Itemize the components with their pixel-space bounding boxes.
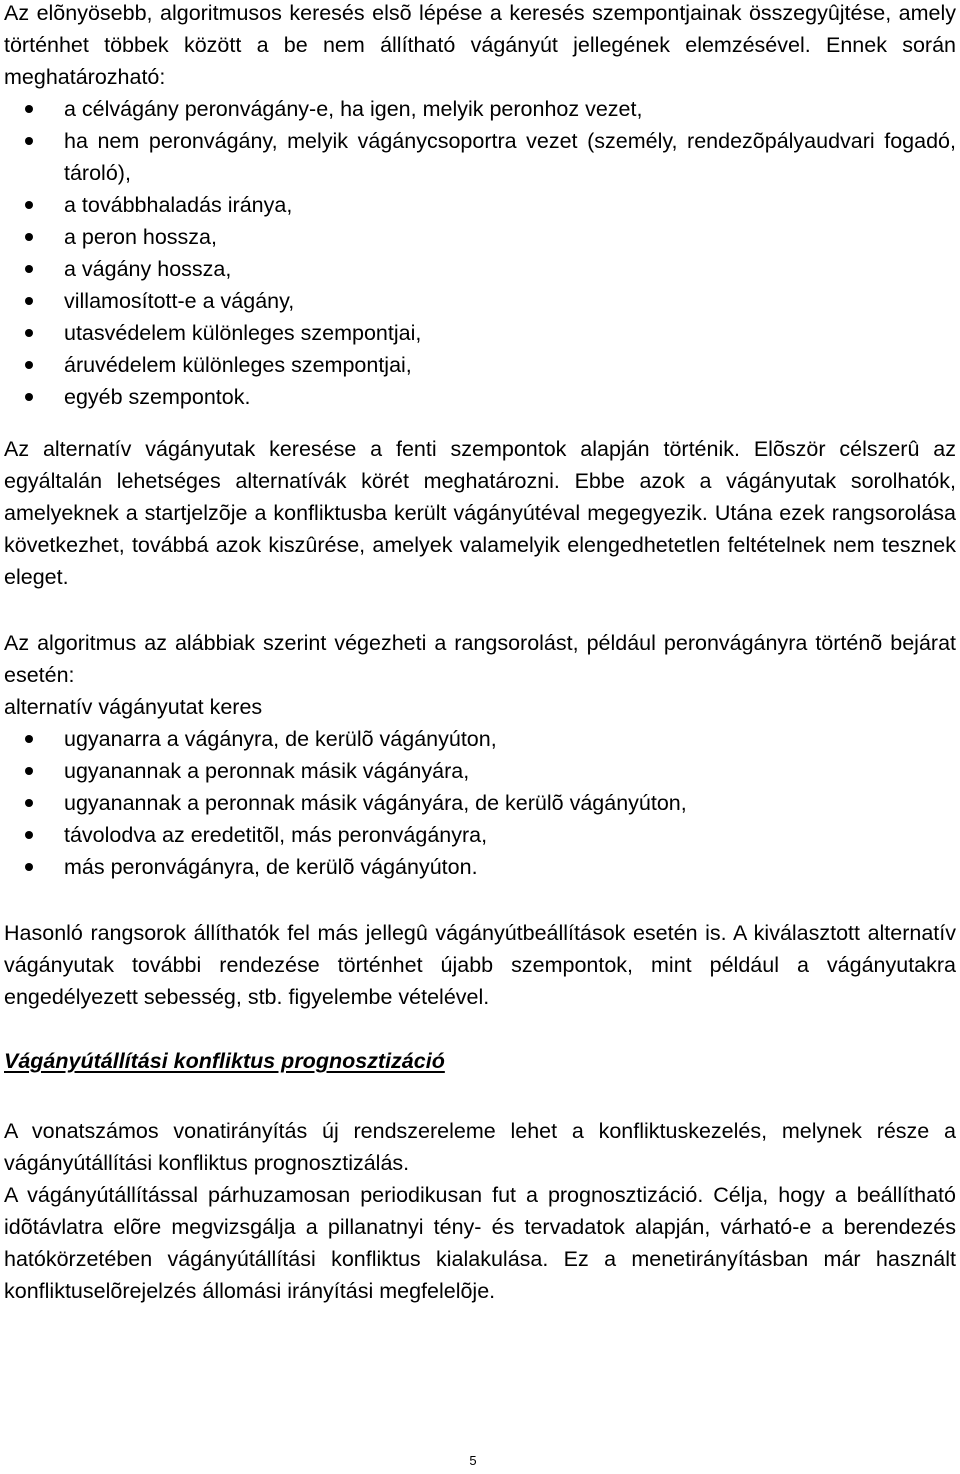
- ranking-list: [4, 723, 956, 883]
- list-item: [4, 755, 956, 787]
- section-paragraph-2: A vágányútállítással párhuzamosan periodikusan fut a prognosztizáció. Célja, hogy a beállítható idõtávlatra elõre megvizsgálja a pillanatnyi tény- és tervadatok alapján, várható-e a berendezés hatókörzetében vágányútállítási konfliktus kialakulása. Ez a menetirányításban már használt konfliktuselõrejelzés állomási irányítási megfelelõje.: [4, 1183, 956, 1303]
- list-item-text: távolodva az eredetitõl, más peronvágányra,: [64, 823, 488, 847]
- list-item: [4, 381, 956, 413]
- bullet-icon: [25, 735, 33, 743]
- bullet-icon: [25, 201, 33, 209]
- bullet-icon: [25, 297, 33, 305]
- list-item-text: ha nem peronvágány, melyik vágánycsoportra vezet (személy, rendezõpályaudvari fogadó, tároló),: [64, 129, 956, 185]
- bullet-icon: [25, 233, 33, 241]
- list-item: [4, 253, 956, 285]
- list-item-text: a célvágány peronvágány-e, ha igen, melyik peronhoz vezet,: [64, 97, 643, 121]
- list-item-text: ugyanannak a peronnak másik vágányára,: [64, 759, 470, 783]
- bullet-icon: [25, 863, 33, 871]
- list-item: [4, 819, 956, 851]
- list-item: [4, 93, 956, 125]
- list-item: [4, 787, 956, 819]
- list-item: [4, 349, 956, 381]
- bullet-icon: [25, 361, 33, 369]
- list-item-text: utasvédelem különleges szempontjai,: [64, 321, 422, 345]
- list-item-text: a peron hossza,: [64, 225, 217, 249]
- section-heading: Vágányútállítási konfliktus prognosztizáció: [4, 1049, 445, 1073]
- bullet-icon: [25, 329, 33, 337]
- alternatives-paragraph: Az alternatív vágányutak keresése a fenti szempontok alapján történik. Elõször célszerû az egyáltalán lehetséges alternatívák körét meghatározni. Ebbe azok a vágányutak sorolhatók, amelyeknek a startjelzõje a konfliktusba került vágányútéval megegyezik. Utána ezek rangsorolása következhet, továbbá azok kiszûrése, amelyek valamelyik elengedhetetlen feltételnek nem tesznek eleget.: [4, 437, 956, 589]
- bullet-icon: [25, 137, 33, 145]
- criteria-list: [4, 93, 956, 413]
- bullet-icon: [25, 799, 33, 807]
- list-item-text: egyéb szempontok.: [64, 385, 251, 409]
- bullet-icon: [25, 831, 33, 839]
- list-item-text: a vágány hossza,: [64, 257, 232, 281]
- bullet-icon: [25, 105, 33, 113]
- section-paragraph-1: A vonatszámos vonatirányítás új rendszereleme lehet a konfliktuskezelés, melynek része a vágányútállítási konfliktus prognosztizálás.: [4, 1119, 956, 1175]
- similar-paragraph: Hasonló rangsorok állíthatók fel más jellegû vágányútbeállítások esetén is. A kiválasztott alternatív vágányutak további rendezése történhet újabb szempontok, mint például a vágányutakra engedélyezett sebesség, stb. figyelembe vételével.: [4, 921, 956, 1009]
- document-page: [4, 0, 956, 1307]
- list-item: [4, 189, 956, 221]
- list-item-text: ugyanarra a vágányra, de kerülõ vágányúton,: [64, 727, 497, 751]
- list-item: [4, 221, 956, 253]
- list-item-text: ugyanannak a peronnak másik vágányára, de kerülõ vágányúton,: [64, 791, 687, 815]
- list-item-text: áruvédelem különleges szempontjai,: [64, 353, 412, 377]
- list-item: [4, 851, 956, 883]
- intro-paragraph: Az elõnyösebb, algoritmusos keresés elsõ lépése a keresés szempontjainak összegyûjtése, amely történhet többek között a be nem állítható vágányút jellegének elemzésével. Ennek során meghatározható:: [4, 1, 956, 89]
- list-item-text: más peronvágányra, de kerülõ vágányúton.: [64, 855, 478, 879]
- bullet-icon: [25, 393, 33, 401]
- list-item: [4, 285, 956, 317]
- list-item: [4, 723, 956, 755]
- page-number: 5: [469, 1453, 477, 1468]
- list-item-text: a továbbhaladás iránya,: [64, 193, 293, 217]
- list-item: [4, 125, 956, 189]
- algorithm-lead: alternatív vágányutat keres: [4, 695, 263, 719]
- bullet-icon: [25, 767, 33, 775]
- list-item-text: villamosított-e a vágány,: [64, 289, 295, 313]
- algorithm-paragraph: Az algoritmus az alábbiak szerint végezheti a rangsorolást, például peronvágányra történõ bejárat esetén:: [4, 631, 956, 687]
- list-item: [4, 317, 956, 349]
- bullet-icon: [25, 265, 33, 273]
